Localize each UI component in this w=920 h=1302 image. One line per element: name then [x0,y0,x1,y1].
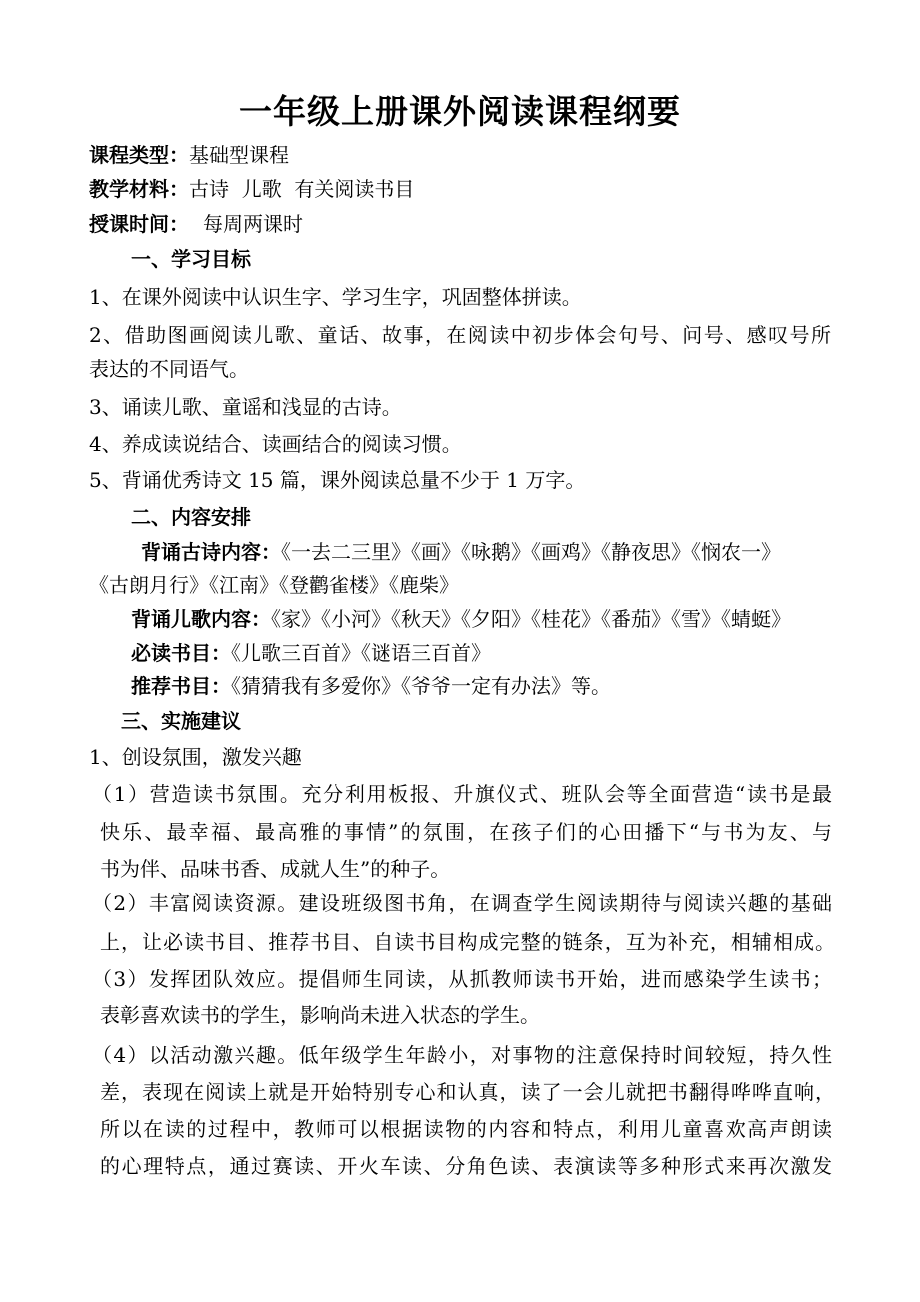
paragraph-4-line-3: 所以在读的过程中，教师可以根据读物的内容和特点，利用儿童喜欢高声朗读 [100,1117,832,1141]
songs-label: 背诵儿歌内容： [131,607,271,631]
paragraph-3-line-1: （3）发挥团队效应。提倡师生同读，从抓教师读书开始，进而感染学生读书； [92,967,832,991]
time-value: 每周两课时 [203,212,303,236]
time-label: 授课时间： [89,212,189,236]
poems-label: 背诵古诗内容： [141,540,281,564]
recommended-line [131,669,611,703]
course-type-label: 课程类型： [89,143,189,167]
recommended-label: 推荐书目： [131,674,231,698]
poems-list: 《一去二三里》《画》《咏鹅》《画鸡》《静夜思》《悯农一》 [281,540,781,564]
paragraph-1-line-2: 快乐、最幸福、最高雅的事情”的氛围，在孩子们的心田播下“与书为友、与 [100,820,832,844]
poems-line [141,535,781,569]
time-line [89,207,303,241]
paragraph-1-line-1: （1）营造读书氛围。充分利用板报、升旗仪式、班队会等全面营造“读书是最 [92,782,832,806]
course-type-value: 基础型课程 [189,143,289,167]
section-heading-content: 二、内容安排 [131,505,251,529]
goal-item-2-cont: 表达的不同语气。 [89,357,249,381]
paragraph-1-line-3: 书为伴、品味书香、成就人生”的种子。 [100,857,451,881]
document-title: 一年级上册课外阅读课程纲要 [239,92,681,131]
goal-item-5: 5、背诵优秀诗文 15 篇，课外阅读总量不少于 1 万字。 [89,468,586,492]
goal-item-4: 4、养成读说结合、读画结合的阅读习惯。 [89,432,462,456]
poems-list-cont: 《古朗月行》《江南》《登鹳雀楼》《鹿柴》 [89,573,459,597]
material-label: 教学材料： [89,177,189,201]
material-value: 古诗 儿歌 有关阅读书目 [189,177,415,201]
must-read-label: 必读书目： [131,641,231,665]
songs-list: 《家》《小河》《秋天》《夕阳》《桂花》《番茄》《雪》《蜻蜓》 [271,607,791,631]
paragraph-4-line-1: （4）以活动激兴趣。低年级学生年龄小，对事物的注意保持时间较短，持久性 [92,1043,832,1067]
recommended-list: 《猜猜我有多爱你》《爷爷一定有办法》等。 [231,674,611,698]
must-read-line [131,636,491,670]
goal-item-1: 1、在课外阅读中认识生字、学习生字，巩固整体拼读。 [89,285,582,309]
course-type-line [89,138,289,172]
goal-item-2: 2、借助图画阅读儿歌、童话、故事，在阅读中初步体会句号、问号、感叹号所 [89,323,831,347]
section-heading-suggestions: 三、实施建议 [121,709,241,733]
material-line [89,172,414,206]
paragraph-3-line-2: 表彰喜欢读书的学生，影响尚未进入状态的学生。 [100,1003,540,1027]
goal-item-3: 3、诵读儿歌、童谣和浅显的古诗。 [89,395,402,419]
paragraph-4-line-2: 差，表现在阅读上就是开始特别专心和认真，读了一会儿就把书翻得哗哗直响， [100,1080,835,1104]
paragraph-2-line-1: （2）丰富阅读资源。建设班级图书角，在调查学生阅读期待与阅读兴趣的基础 [92,891,832,915]
paragraph-2-line-2: 上，让必读书目、推荐书目、自读书目构成完整的链条，互为补充，相辅相成。 [100,930,835,954]
section-heading-goals: 一、学习目标 [131,247,251,271]
must-read-list: 《儿歌三百首》《谜语三百首》 [231,641,491,665]
paragraph-4-line-4: 的心理特点，通过赛读、开火车读、分角色读、表演读等多种形式来再次激发 [100,1154,832,1178]
suggestion-heading-1: 1、创设氛围，激发兴趣 [89,745,302,769]
songs-line [131,602,791,636]
